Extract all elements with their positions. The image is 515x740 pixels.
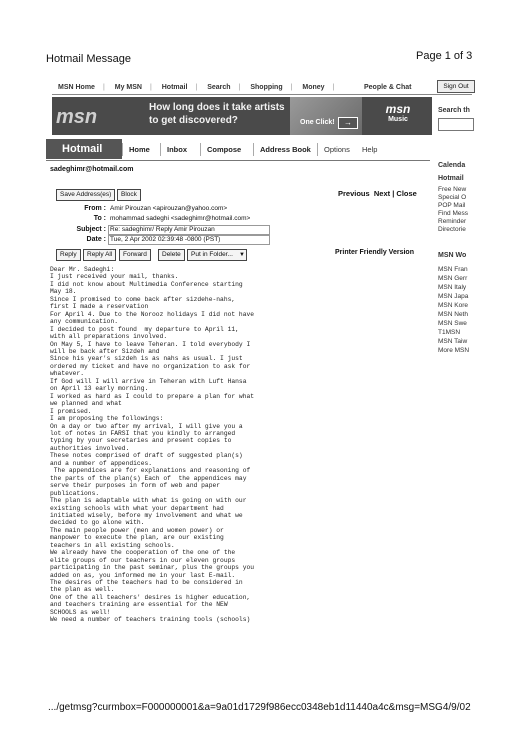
- nav-my-msn[interactable]: My MSN: [114, 84, 142, 91]
- from-value[interactable]: Amir Pirouzan <apirouzan@yahoo.com>: [110, 205, 228, 212]
- msn-music-brand: msn: [385, 102, 411, 116]
- subject-label: Subject :: [76, 226, 106, 233]
- sidebar-hotmail-heading: Hotmail: [438, 175, 464, 182]
- msn-music-sub: Music: [388, 116, 408, 123]
- page-footer-url: .../getmsg?curmbox=F000000001&a=9a01d1729f986ecc0348eb1d11440a4c&msg=MSG4/9/02: [48, 702, 471, 713]
- link-options[interactable]: Options: [324, 145, 350, 154]
- delete-button[interactable]: Delete: [158, 249, 185, 261]
- nav-msn-home[interactable]: MSN Home: [58, 84, 95, 91]
- sidebar-item[interactable]: MSN Japa: [438, 293, 469, 300]
- to-value[interactable]: mohammad sadeghi <sadeghimr@hotmail.com>: [110, 215, 251, 222]
- to-row: [60, 215, 106, 224]
- tab-inbox[interactable]: Inbox: [160, 143, 193, 156]
- msn-logo[interactable]: msn: [56, 106, 98, 128]
- sidebar-item[interactable]: Find Mess: [438, 210, 468, 217]
- hotmail-links: [324, 145, 387, 154]
- ad-headline[interactable]: How long does it take artists to get discovered?: [149, 102, 285, 126]
- next-link[interactable]: Next: [373, 189, 391, 198]
- msn-music-logo[interactable]: [370, 102, 426, 130]
- divider: [52, 94, 472, 95]
- from-label: From :: [84, 205, 106, 212]
- link-help[interactable]: Help: [361, 145, 378, 154]
- subject-value: Re: sadeghimr/ Reply Amir Pirouzan: [110, 226, 215, 233]
- sidebar-item[interactable]: MSN Gerr: [438, 275, 468, 282]
- printer-friendly-link[interactable]: Printer Friendly Version: [335, 249, 414, 256]
- sidebar-item[interactable]: More MSN: [438, 347, 470, 354]
- tab-home[interactable]: Home: [122, 143, 156, 156]
- date-row: [60, 236, 106, 245]
- search-input[interactable]: [438, 118, 474, 131]
- forward-button[interactable]: Forward: [119, 249, 151, 261]
- nav-hotmail[interactable]: Hotmail: [161, 84, 188, 91]
- close-link[interactable]: Close: [396, 189, 417, 198]
- user-email: sadeghimr@hotmail.com: [50, 166, 134, 173]
- message-navigation: [338, 189, 417, 198]
- nav-people-chat[interactable]: People & Chat: [364, 84, 412, 91]
- tab-address-book[interactable]: Address Book: [253, 143, 318, 156]
- arrow-right-icon[interactable]: →: [338, 117, 358, 129]
- sidebar-item[interactable]: MSN Taiw: [438, 338, 468, 345]
- reply-button[interactable]: Reply: [56, 249, 81, 261]
- divider: [46, 160, 430, 161]
- sidebar-msn-heading: MSN Wo: [438, 252, 467, 259]
- tab-compose[interactable]: Compose: [200, 143, 247, 156]
- message-body: Dear Mr. Sadeghi: I just received your mail, thanks. I did not know about Multimedia Conference starting May 18. Since I promised to come back after sizdehe-nahs, first I made a reservation For April 4. Due to the Norooz holidays I did not have any communication. I decided to post found my departure to April 11, with all preparations involved. On May 5, I have to leave Teheran. I told everybody I will be back after Sizdeh and Since his year's sizdeh is as nahs as usual. I just ordered my ticket and have no organization to ask for whatever. If God will I will arrive in Teheran with Luft Hansa on April 13 early morning. I worked as hard as I could to prepare a plan for what we planned and what I promised. I am proposing the followings: On a day or two after my arrival, I will give you a lot of notes in FARSI that you kindly to arranged typing by your secretaries and present copies to authorities involved. These notes comprised of draft of suggested plan(s) and a number of appendices. The appendices are for explanations and reasoning of the parts of the plan(s) Each of the appendices may serve their purposes in form of web and paper publications. The plan is adaptable with what is going on with our existing schools with what your department had initiated wisely, before my involvement and what we decided to go alone with. The main people power (men and women power) or manpower to execute the plan, are our existing teachers in all existing schools. We already have the cooperation of the one of the elite groups of our teachers in our eleven groups participating in the past seminar, plus the groups you added on as, you informed me in your last E-mail. The desires of the teachers had to be considered in the plan as well. One of the all teachers' desires is higher education, and teachers training are essential for the NEW SCHOOLS as well! We need a number of teachers training tools (schools): [50, 266, 255, 624]
- sidebar-item[interactable]: MSN Italy: [438, 284, 467, 291]
- sign-out-button[interactable]: Sign Out: [437, 80, 475, 93]
- save-address-button[interactable]: Save Address(es): [56, 189, 115, 201]
- page-number: Page 1 of 3: [416, 50, 473, 62]
- ad-image[interactable]: [290, 97, 362, 135]
- msn-top-nav: MSN Home | My MSN | Hotmail | Search | Shopping | Money |: [58, 84, 335, 91]
- sidebar-item[interactable]: POP Mail: [438, 202, 466, 209]
- page-header-title: Hotmail Message: [46, 53, 131, 65]
- to-label: To :: [93, 215, 106, 222]
- block-button[interactable]: Block: [117, 189, 141, 201]
- sidebar-item[interactable]: Reminder: [438, 218, 467, 225]
- previous-link[interactable]: Previous: [338, 189, 370, 198]
- sidebar-item[interactable]: MSN Kore: [438, 302, 468, 309]
- nav-money[interactable]: Money: [302, 84, 325, 91]
- folder-select-value: Put in Folder...: [191, 251, 233, 258]
- sidebar-item[interactable]: MSN Swe: [438, 320, 467, 327]
- subject-row: [60, 226, 106, 235]
- separator: |: [392, 189, 395, 198]
- one-click-label[interactable]: One Click!: [300, 119, 335, 126]
- search-label: Search th: [438, 107, 470, 114]
- sidebar-calendar-heading[interactable]: Calenda: [438, 162, 466, 169]
- date-label: Date :: [86, 236, 106, 243]
- sidebar-item[interactable]: Special O: [438, 194, 467, 201]
- folder-select[interactable]: [187, 249, 247, 261]
- sidebar-item[interactable]: MSN Fran: [438, 266, 468, 273]
- date-value: Tue, 2 Apr 2002 02:39:48 -0800 (PST): [110, 236, 221, 243]
- nav-shopping[interactable]: Shopping: [250, 84, 283, 91]
- sidebar-item[interactable]: Directorie: [438, 226, 466, 233]
- sidebar-item[interactable]: MSN Neth: [438, 311, 468, 318]
- from-row: [60, 205, 106, 214]
- sidebar-item[interactable]: T1MSN: [438, 329, 461, 336]
- chevron-down-icon: ▼: [239, 252, 245, 258]
- reply-all-button[interactable]: Reply All: [83, 249, 116, 261]
- sidebar-item[interactable]: Free New: [438, 186, 467, 193]
- hotmail-logo[interactable]: Hotmail: [46, 139, 122, 159]
- nav-search[interactable]: Search: [207, 84, 231, 91]
